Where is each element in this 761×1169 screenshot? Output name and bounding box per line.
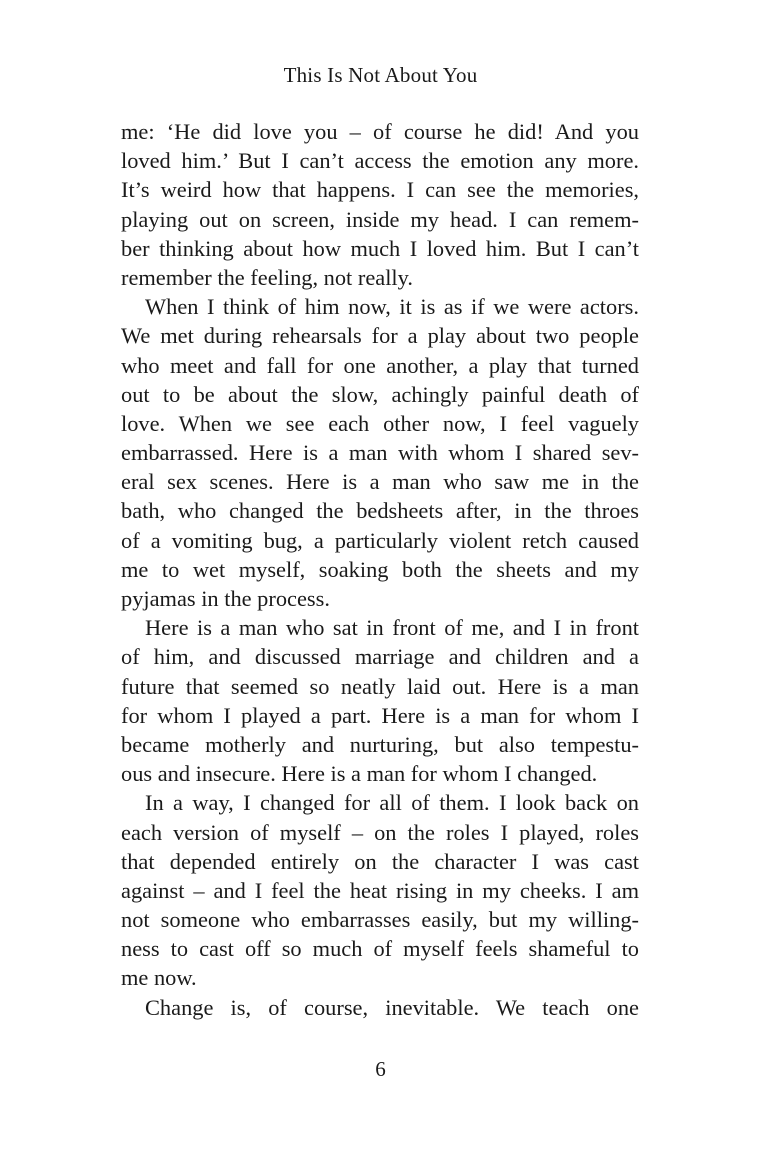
text-line: In a way, I changed for all of them. I look back on [145, 790, 639, 816]
text-line: ness to cast off so much of myself feels shameful to [121, 936, 639, 962]
text-line: playing out on screen, inside my head. I can remem- [121, 206, 639, 232]
text-line: future that seemed so neatly laid out. Here is a man [121, 673, 639, 699]
text-line: that depended entirely on the character I was cast [121, 848, 639, 874]
page-number: 6 [375, 1057, 386, 1081]
text-line: We met during rehearsals for a play about two people [121, 323, 639, 349]
text-line: out to be about the slow, achingly painful death of [121, 381, 639, 407]
text-line: me now. [121, 965, 197, 991]
text-line: remember the feeling, not really. [121, 264, 413, 290]
text-line: bath, who changed the bedsheets after, in the throes [121, 498, 639, 524]
body-text [121, 117, 639, 1022]
text-line: loved him.’ But I can’t access the emotion any more. [121, 148, 639, 174]
text-line: When I think of him now, it is as if we were actors. [145, 294, 639, 320]
text-line: pyjamas in the process. [121, 586, 330, 611]
text-line: of him, and discussed marriage and children and a [121, 644, 639, 670]
text-line: each version of myself – on the roles I played, roles [121, 819, 639, 845]
text-line: against – and I feel the heat rising in my cheeks. I am [121, 877, 639, 903]
text-line: love. When we see each other now, I feel vaguely [121, 410, 639, 436]
text-line: Here is a man who sat in front of me, and I in front [145, 615, 639, 641]
text-line: for whom I played a part. Here is a man for whom I [121, 702, 639, 728]
text-line: me: ‘He did love you – of course he did! And you [121, 119, 639, 144]
running-head: This Is Not About You [283, 63, 478, 87]
text-line: It’s weird how that happens. I can see the memories, [121, 177, 639, 203]
text-line: ous and insecure. Here is a man for whom I changed. [121, 761, 598, 787]
text-line: Change is, of course, inevitable. We teach one [145, 994, 639, 1020]
text-line: me to wet myself, soaking both the sheets and my [121, 556, 639, 582]
text-line: ber thinking about how much I loved him. But I can’t [121, 235, 639, 261]
text-line: not someone who embarrasses easily, but my willing- [121, 907, 639, 933]
text-line: embarrassed. Here is a man with whom I shared sev- [121, 440, 639, 466]
text-line: became motherly and nurturing, but also tempestu- [121, 731, 639, 757]
text-line: of a vomiting bug, a particularly violent retch caused [121, 527, 639, 553]
text-line: who meet and fall for one another, a play that turned [121, 352, 639, 378]
text-line: eral sex scenes. Here is a man who saw me in the [121, 469, 639, 495]
